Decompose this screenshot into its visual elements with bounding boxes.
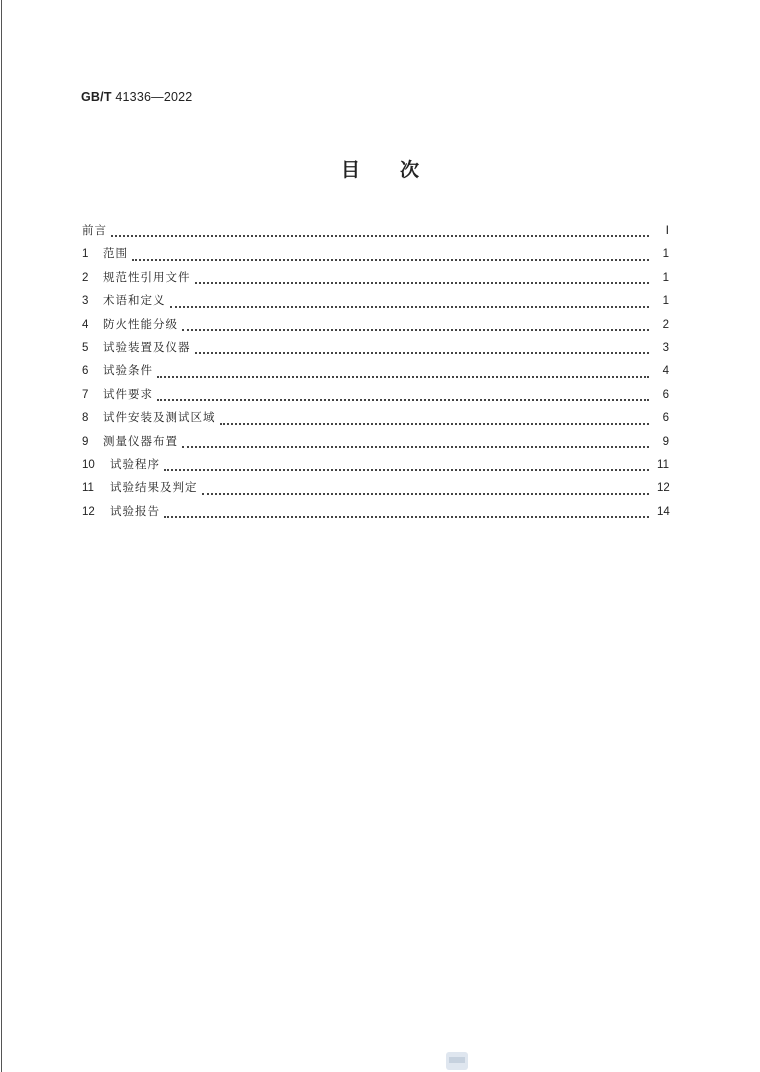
- toc-entry-page: 2: [662, 318, 669, 331]
- toc-entry-title: 术语和定义: [103, 293, 166, 308]
- toc-leader-dots: [164, 504, 649, 518]
- toc-entry-page: 11: [657, 458, 669, 471]
- toc-entry-number: 5: [82, 341, 89, 354]
- toc-leader-dots: [157, 364, 649, 378]
- toc-entry-number: 8: [82, 412, 89, 425]
- publisher-logo-icon: [446, 1052, 468, 1070]
- toc-entry-page: 1: [662, 248, 669, 261]
- toc-entry-10[interactable]: [82, 453, 669, 476]
- toc-entry-3[interactable]: [82, 289, 669, 312]
- toc-entry-title: 试验程序: [110, 456, 160, 471]
- toc-entry-page: 14: [657, 505, 670, 518]
- toc-entry-title: 试件要求: [103, 386, 153, 401]
- toc-leader-dots: [220, 411, 650, 425]
- table-of-contents: [82, 219, 669, 523]
- standard-year-number: 41336—2022: [115, 90, 193, 104]
- toc-entry-page: 9: [662, 435, 669, 448]
- toc-entry-number: 6: [82, 365, 89, 378]
- toc-entry-title: 前言: [82, 223, 107, 237]
- toc-entry-number: 1: [82, 248, 89, 261]
- toc-entry-number: 3: [82, 295, 89, 308]
- toc-entry-page: 3: [662, 341, 669, 354]
- standard-code: GB/T: [81, 90, 112, 104]
- toc-leader-dots: [170, 294, 650, 308]
- toc-entry-number: 7: [82, 388, 89, 401]
- toc-entry-foreword[interactable]: [82, 219, 669, 242]
- toc-leader-dots: [182, 317, 649, 331]
- toc-entry-number: 2: [82, 271, 89, 284]
- toc-entry-page: 6: [662, 412, 669, 425]
- toc-entry-1[interactable]: [82, 242, 669, 265]
- toc-leader-dots: [157, 387, 649, 401]
- toc-entry-12[interactable]: [82, 500, 669, 523]
- toc-entry-page: 12: [657, 482, 670, 495]
- toc-entry-page: 1: [662, 271, 669, 284]
- toc-entry-title: 试验报告: [110, 503, 160, 518]
- toc-leader-dots: [111, 223, 649, 237]
- toc-leader-dots: [195, 270, 650, 284]
- toc-entry-title: 试验装置及仪器: [103, 339, 191, 354]
- toc-entry-title: 试件安装及测试区域: [103, 410, 216, 425]
- toc-entry-title: 规范性引用文件: [103, 269, 191, 284]
- toc-entry-8[interactable]: [82, 406, 669, 429]
- toc-leader-dots: [195, 340, 650, 354]
- toc-leader-dots: [132, 247, 649, 261]
- toc-entry-title: 防火性能分级: [103, 316, 178, 331]
- toc-entry-title: 测量仪器布置: [103, 433, 178, 448]
- toc-entry-page: 1: [662, 295, 669, 308]
- toc-leader-dots: [164, 457, 649, 471]
- toc-entry-number: 4: [82, 318, 89, 331]
- toc-entry-9[interactable]: [82, 430, 669, 453]
- toc-entry-number: 11: [82, 482, 94, 495]
- toc-entry-5[interactable]: [82, 336, 669, 359]
- toc-entry-6[interactable]: [82, 359, 669, 382]
- toc-entry-title: 试验结果及判定: [110, 480, 198, 495]
- toc-entry-title: 范围: [103, 246, 128, 261]
- toc-entry-title: 试验条件: [103, 363, 153, 378]
- toc-entry-page: 4: [662, 365, 669, 378]
- toc-leader-dots: [182, 434, 649, 448]
- toc-title: 目次: [340, 159, 459, 181]
- toc-leader-dots: [202, 481, 650, 495]
- toc-entry-page: 6: [662, 388, 669, 401]
- toc-entry-7[interactable]: [82, 383, 669, 406]
- toc-entry-number: 12: [82, 505, 95, 518]
- toc-entry-page: Ⅰ: [665, 225, 669, 237]
- standard-number: [81, 90, 192, 104]
- toc-entry-4[interactable]: [82, 313, 669, 336]
- toc-entry-number: 10: [82, 458, 95, 471]
- toc-entry-number: 9: [82, 435, 89, 448]
- toc-entry-2[interactable]: [82, 266, 669, 289]
- toc-entry-11[interactable]: [82, 476, 669, 499]
